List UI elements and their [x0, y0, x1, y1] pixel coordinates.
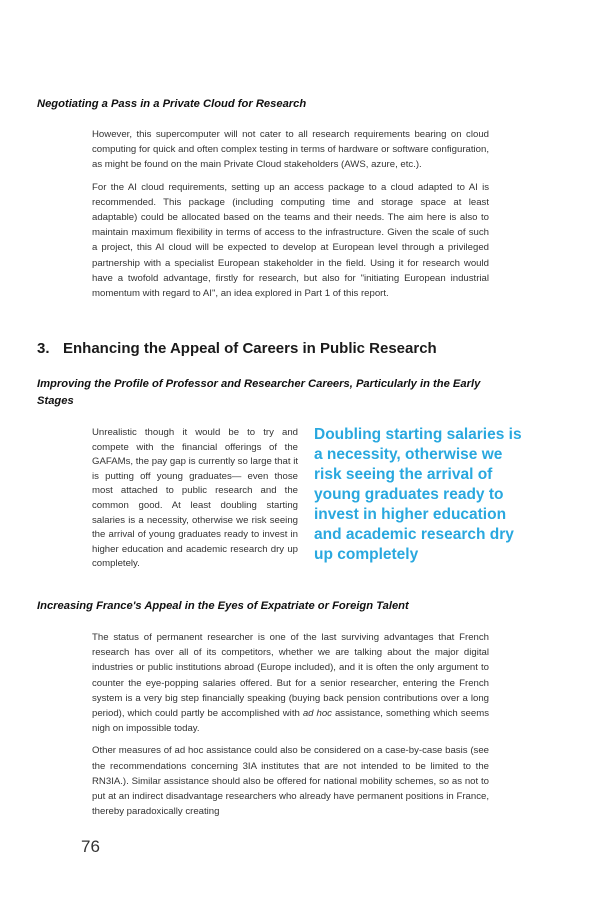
careers-body: Unrealistic though it would be to try and compete with the financial offerings of the GAFAMs, the pay gap is currently so large that it is putting off young graduates— even those most attached to public research and the common good. At least doubling starting salaries is a necessity, otherwise we risk seeing the arrival of young graduates ready to invest in higher education and academic research dry up completely.: [92, 427, 298, 570]
paragraph: [92, 630, 489, 736]
pull-quote: Doubling starting salaries is a necessity, otherwise we risk seeing the arrival of young graduates ready to invest in higher education and academic research dry up completely: [314, 426, 522, 563]
paragraph: For the AI cloud requirements, setting up an access package to a cloud adapted to AI is recommended. This package (including computing time and storage space at least adaptable) could be allocated based on the teams and their needs. The aim here is also to maintain maximum flexibility in terms of access to the infrastructure. Given the scale of such a project, this AI cloud will be expected to develop at European level through a privileged partnership with a specialist European stakeholder in the field. Using it for research would have a twofold advantage, firstly for research, but also for "initiating European industrial momentum with regard to AI", an idea explored in Part 1 of this report.: [92, 181, 489, 300]
subsection-heading-private-cloud: Negotiating a Pass in a Private Cloud for Research: [37, 98, 307, 110]
subsection-heading-careers: Improving the Profile of Professor and Researcher Careers, Particularly in the Early Stages: [37, 378, 481, 407]
paragraph: Other measures of ad hoc assistance could also be considered on a case-by-case basis (see the recommendations concerning 3IA institutes that are not intended to be limited to the RN3IA.). Similar assistance should also be offered for national mobility schemes, so as not to put at an indirect disadvantage researchers who already have permanent positions in France, thereby paradoxically creating: [92, 745, 489, 818]
text-run: The status of permanent researcher is one of the last surviving advantages that French research has over all of its competitors, whether we are talking about the major digital industries or public institutions abroad (Europe included), and it is often the only argument to counter the eye-popping salaries offered. But for a senior researcher, entering the French system is a very big step financially speaking (buying back pension contributions over a long period), which could partly be accomplished with: [92, 632, 489, 720]
foreign-talent-body: [92, 630, 489, 826]
section-title: [37, 340, 437, 357]
section-number: 3.: [37, 340, 50, 357]
italic-text-run: ad hoc: [302, 708, 332, 720]
subsection-heading-foreign-talent: Increasing France's Appeal in the Eyes of Expatriate or Foreign Talent: [37, 600, 409, 612]
page-number: 76: [81, 837, 100, 856]
section-title-text: Enhancing the Appeal of Careers in Public Research: [63, 340, 437, 357]
text-run: assistance, something which seems nigh on impossible today.: [92, 708, 489, 735]
private-cloud-body: [92, 127, 489, 308]
paragraph: However, this supercomputer will not cater to all research requirements bearing on cloud computing for quick and often complex testing in terms of hardware or software configuration, as might be found on the main Private Cloud stakeholders (AWS, azure, etc.).: [92, 129, 489, 171]
